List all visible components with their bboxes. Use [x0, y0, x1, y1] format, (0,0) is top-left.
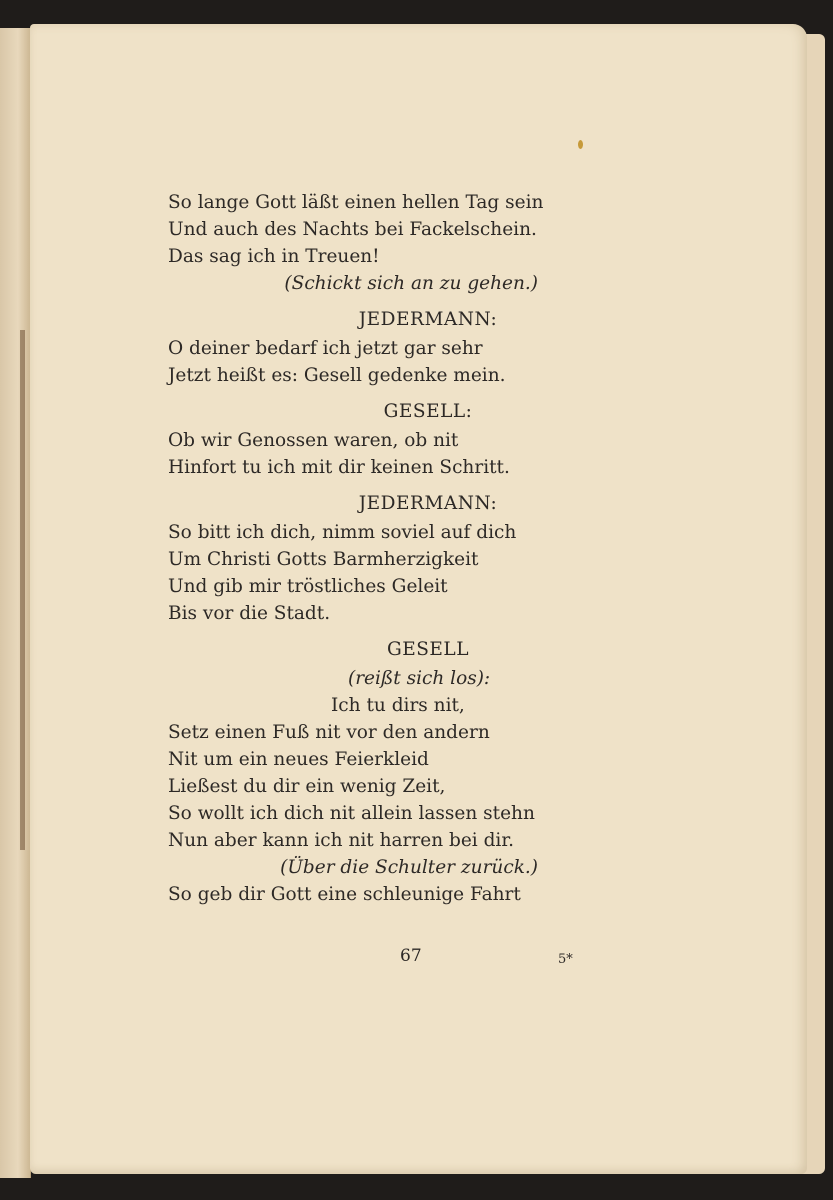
verse-line: Bis vor die Stadt.: [168, 603, 331, 624]
verse-line: Um Christi Gotts Barmherzigkeit: [168, 549, 479, 570]
verse-line: Ich tu dirs nit,: [331, 695, 465, 716]
page-number: 67: [400, 946, 422, 966]
ink-spot: [578, 140, 583, 149]
verse-line: Und auch des Nachts bei Fackelschein.: [168, 219, 537, 240]
verse-line: So geb dir Gott eine schleunige Fahrt: [168, 884, 521, 905]
stage-direction: (reißt sich los):: [348, 668, 491, 689]
verse-line: Das sag ich in Treuen!: [168, 246, 380, 267]
stage-direction: (Schickt sich an zu gehen.): [284, 273, 538, 294]
verse-line: Nit um ein neues Feierkleid: [168, 749, 429, 770]
speaker-heading: GESELL: [386, 639, 470, 660]
facing-page-edge: [0, 28, 31, 1178]
verse-line: Hinfort tu ich mit dir keinen Schritt.: [168, 457, 510, 478]
verse-line: Nun aber kann ich nit harren bei dir.: [168, 830, 515, 851]
verse-line: O deiner bedarf ich jetzt gar sehr: [168, 338, 483, 359]
verse-line: So wollt ich dich nit allein lassen stehn: [168, 803, 535, 824]
verse-line: Ob wir Genossen waren, ob nit: [168, 430, 459, 451]
verse-line: Jetzt heißt es: Gesell gedenke mein.: [168, 365, 506, 386]
verse-line: Setz einen Fuß nit vor den andern: [168, 722, 490, 743]
signature-mark: 5*: [558, 952, 573, 967]
book-page: [30, 24, 807, 1174]
speaker-heading: JEDERMANN:: [358, 309, 498, 330]
facing-page-shadow: [20, 330, 25, 850]
play-text: [168, 189, 628, 908]
verse-line: Ließest du dir ein wenig Zeit,: [168, 776, 446, 797]
speaker-heading: GESELL:: [383, 401, 473, 422]
verse-line: So bitt ich dich, nimm soviel auf dich: [168, 522, 517, 543]
verse-line: So lange Gott läßt einen hellen Tag sein: [168, 192, 544, 213]
verse-line: Und gib mir tröstliches Geleit: [168, 576, 448, 597]
stage-direction: (Über die Schulter zurück.): [280, 857, 538, 878]
speaker-heading: JEDERMANN:: [358, 493, 498, 514]
